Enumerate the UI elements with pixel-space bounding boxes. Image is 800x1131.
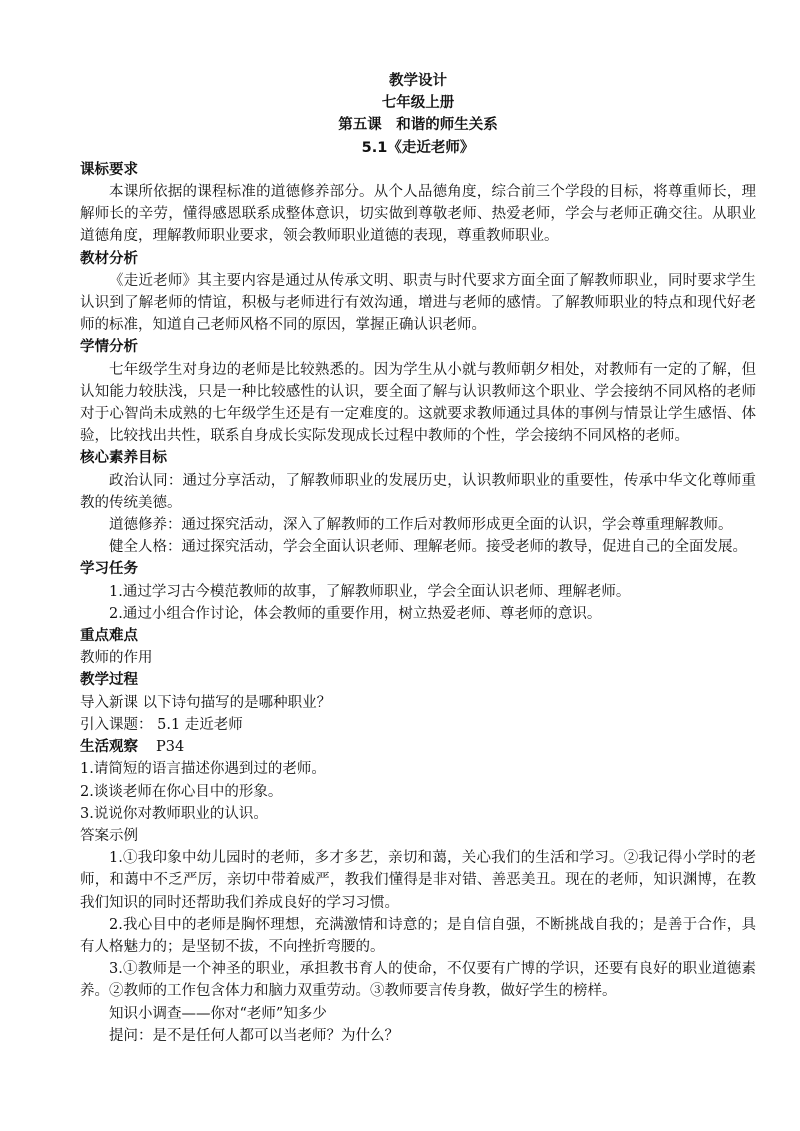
survey-title: 知识小调查——你对“老师”知多少 bbox=[109, 1005, 327, 1022]
goal-moral: 道德修养：通过探究活动，深入了解教师的工作后对教师形成更全面的认识，学会尊重理解教师。 bbox=[109, 517, 733, 534]
material-heading: 教材分析 bbox=[80, 250, 138, 267]
grade-title: 七年级上册 bbox=[381, 95, 455, 112]
material-text: 《走近老师》其主要内容是通过从传承文明、职责与时代要求方面全面了解教师职业，同时要求学生认识到了解老师的情谊，积极与老师进行有效沟通，增进与老师的感情。了解教师职业的特点和现代好老师的标准，知道自己老师风格不同的原因，掌握正确认识老师。 bbox=[80, 272, 756, 334]
survey-question: 提问：是不是任何人都可以当老师？为什么？ bbox=[109, 1027, 399, 1044]
focus-text: 教师的作用 bbox=[80, 650, 153, 667]
students-heading: 学情分析 bbox=[80, 339, 138, 356]
section-title: 5.1《走近老师》 bbox=[361, 139, 475, 156]
standards-heading: 课标要求 bbox=[80, 161, 138, 178]
goal-political: 政治认同：通过分享活动，了解教师职业的发展历史，认识教师职业的重要性，传承中华文化尊师重教的传统美德。 bbox=[80, 472, 756, 511]
students-text: 七年级学生对身边的老师是比较熟悉的。因为学生从小就与教师朝夕相处，对教师有一定的了解，但认知能力较肤浅，只是一种比较感性的认识，要全面了解与认识教师这个职业、学会接纳不同风格的老师对于心智尚未成熟的七年级学生还是有一定难度的。这就要求教师通过具体的事例与情景让学生感悟、体验，比较找出共性，联系自身成长实际发现成长过程中教师的个性，学会接纳不同风格的老师。 bbox=[80, 361, 756, 445]
goal-personality: 健全人格：通过探究活动，学会全面认识老师、理解老师。接受老师的教导，促进自己的全面发展。 bbox=[109, 539, 747, 556]
lesson-title: 第五课 和谐的师生关系 bbox=[338, 117, 498, 134]
doc-type-title: 教学设计 bbox=[389, 73, 447, 89]
observe-heading-label: 生活观察 bbox=[80, 739, 138, 756]
observe-question: 2.谈谈老师在你心目中的形象。 bbox=[80, 783, 283, 800]
standards-text: 本课所依据的课程标准的道德修养部分。从个人品德角度，综合前三个学段的目标，将尊重师长，理解师长的辛劳，懂得感恩联系成整体意识，切实做到尊敬老师、热爱老师，学会与老师正确交往。从职业道德角度，理解教师职业要求，领会教师职业道德的表现，尊重教师职业。 bbox=[80, 184, 756, 245]
observe-question: 3.说说你对教师职业的认识。 bbox=[80, 805, 268, 822]
answer-item: 1.①我印象中幼儿园时的老师，多才多艺，亲切和蔼，关心我们的生活和学习。②我记得小学时的老师，和蔼中不乏严厉，亲切中带着威严，教我们懂得是非对错、善恶美丑。现在的老师，知识渊博，在教我们知识的同时还帮助我们养成良好的学习习惯。 bbox=[80, 850, 756, 911]
process-intro: 导入新课 以下诗句描写的是哪种职业？ bbox=[80, 694, 332, 711]
process-heading: 教学过程 bbox=[80, 672, 138, 689]
answer-label: 答案示例 bbox=[80, 827, 138, 844]
answer-item: 2.我心目中的老师是胸怀理想，充满激情和诗意的；是自信自强，不断挑战自我的；是善于合作，具有人格魅力的；是坚韧不拔，不向挫折弯腰的。 bbox=[80, 916, 756, 955]
process-topic: 引入课题： 5.1 走近老师 bbox=[80, 716, 243, 733]
task-item: 1.通过学习古今模范教师的故事，了解教师职业，学会全面认识老师、理解老师。 bbox=[109, 583, 631, 600]
observe-heading bbox=[80, 736, 756, 758]
document-header bbox=[80, 70, 756, 159]
page-reference: P34 bbox=[156, 739, 185, 756]
focus-heading: 重点难点 bbox=[80, 628, 138, 645]
observe-question: 1.请简短的语言描述你遇到过的老师。 bbox=[80, 761, 326, 778]
document-page bbox=[80, 70, 756, 1047]
task-item: 2.通过小组合作讨论，体会教师的重要作用，树立热爱老师、尊老师的意识。 bbox=[109, 605, 602, 622]
goals-heading: 核心素养目标 bbox=[80, 450, 167, 467]
answer-item: 3.①教师是一个神圣的职业，承担教书育人的使命，不仅要有广博的学识，还要有良好的职业道德素养。②教师的工作包含体力和脑力双重劳动。③教师要言传身教，做好学生的榜样。 bbox=[80, 961, 756, 1000]
tasks-heading: 学习任务 bbox=[80, 561, 138, 578]
